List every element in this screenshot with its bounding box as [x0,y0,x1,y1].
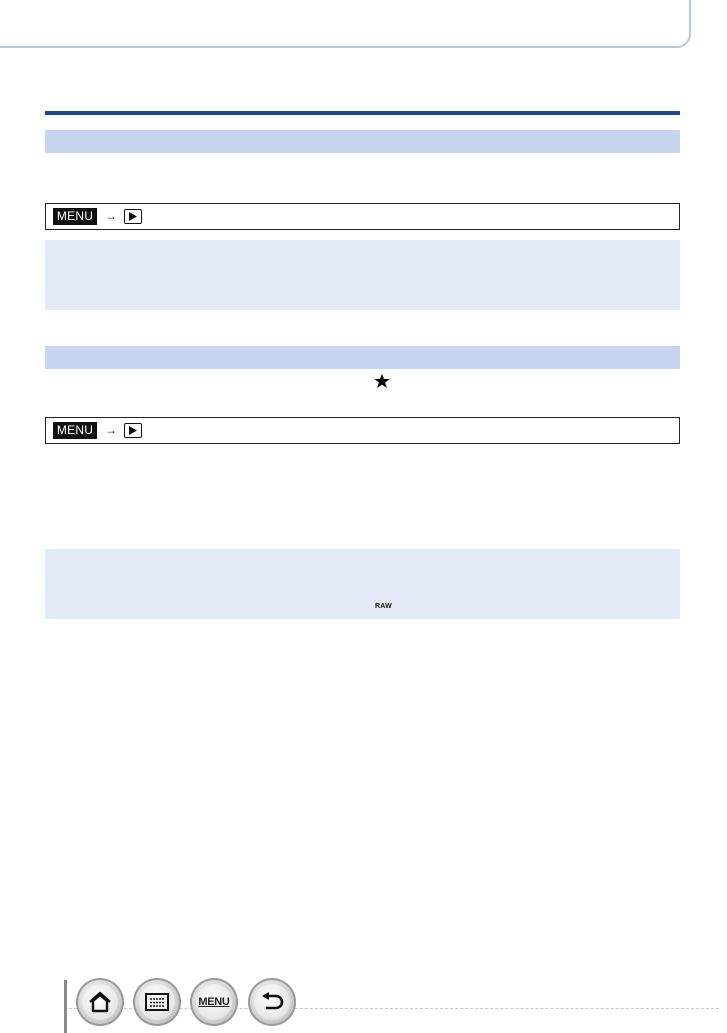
note-box-2 [45,549,680,619]
raw-badge: RAW [375,603,392,610]
playback-icon [124,209,142,224]
back-icon [260,992,284,1012]
page-edge [719,0,727,1033]
note-box-1 [45,240,680,310]
arrow-icon: → [105,423,117,437]
contents-button[interactable] [133,978,181,1026]
star-icon [374,373,390,389]
section-bar-2 [45,346,680,369]
playback-icon [124,423,142,438]
menu-icon: MENU [198,996,230,1008]
menu-key-icon: MENU [53,422,97,439]
menu-path-box-1 [45,203,680,230]
list-icon [145,993,169,1011]
footer-bar [64,980,67,1033]
home-button[interactable] [76,978,124,1026]
section-bar-1 [45,130,680,153]
back-button[interactable] [248,978,296,1026]
arrow-icon: → [105,209,117,223]
header-tab [0,0,691,48]
menu-button[interactable] [190,978,238,1026]
menu-path-box-2 [45,417,680,444]
home-icon [88,991,112,1013]
title-rule [45,111,680,115]
menu-key-icon: MENU [53,208,97,225]
